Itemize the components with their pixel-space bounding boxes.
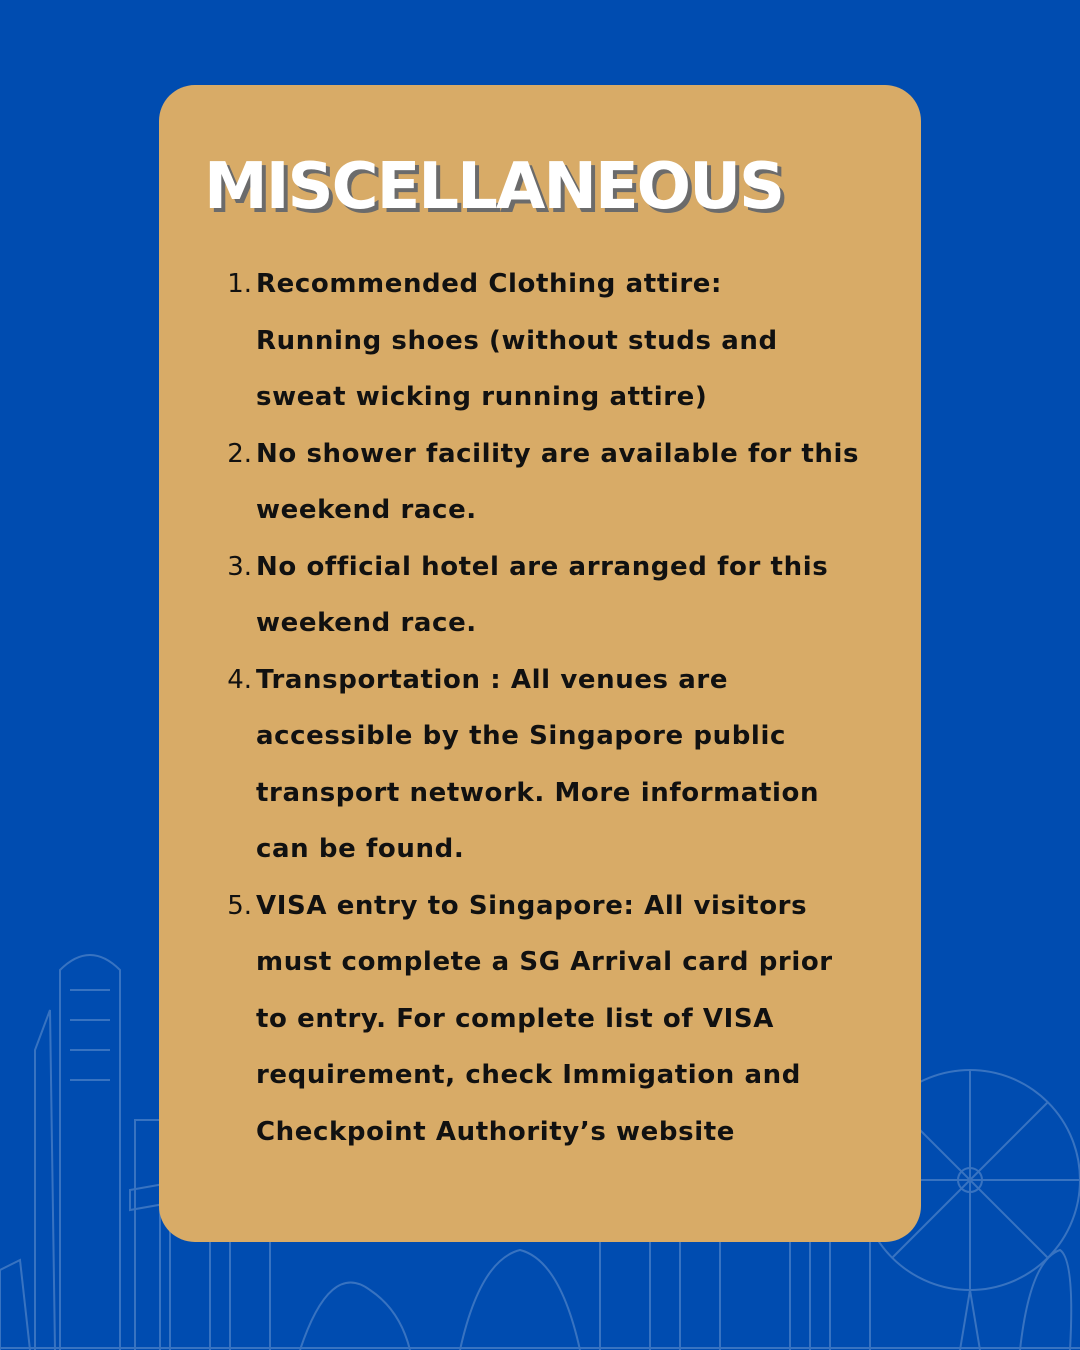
- list-item-line: can be found.: [256, 834, 465, 864]
- list-item-text: [256, 539, 876, 652]
- page-title: MISCELLANEOUS: [204, 150, 784, 224]
- list-item-number: 1.: [227, 269, 252, 299]
- list-item-line: accessible by the Singapore public: [256, 721, 786, 751]
- list-item-line: weekend race.: [256, 608, 477, 638]
- list-item-line: Transportation : All venues are: [256, 664, 729, 695]
- list-item: [159, 539, 921, 652]
- list-item-number: 3.: [227, 551, 252, 582]
- list-item-line: No shower facility are available for this: [256, 438, 860, 469]
- list-item-text: [256, 256, 876, 426]
- list-item-number: 2.: [227, 438, 252, 469]
- list-item-text: [256, 878, 876, 1161]
- list-item: [159, 426, 921, 539]
- info-card: [159, 85, 921, 1242]
- list-item-text: [256, 426, 876, 539]
- list-item-line: No official hotel are arranged for this: [256, 551, 829, 582]
- list-item-number: 5.: [227, 890, 252, 921]
- list-item-line: requirement, check Immigation and: [256, 1060, 802, 1090]
- list-item-line: to entry. For complete list of VISA: [256, 1003, 774, 1034]
- list-item-line: transport network. More information: [256, 777, 820, 808]
- list-item: [159, 652, 921, 878]
- info-list: [159, 256, 921, 1160]
- list-item-line: Running shoes (without studs and: [256, 325, 778, 356]
- list-item: [159, 256, 921, 426]
- list-item-line: must complete a SG Arrival card prior: [256, 947, 833, 977]
- list-item-line: VISA entry to Singapore: All visitors: [256, 890, 808, 921]
- list-item-line: Checkpoint Authority’s website: [256, 1116, 735, 1147]
- list-item-line: weekend race.: [256, 495, 477, 525]
- list-item: [159, 878, 921, 1161]
- list-item-text: [256, 652, 876, 878]
- list-item-line: Recommended Clothing attire:: [256, 269, 723, 299]
- list-item-number: 4.: [227, 664, 252, 695]
- list-item-line: sweat wicking running attire): [256, 382, 708, 412]
